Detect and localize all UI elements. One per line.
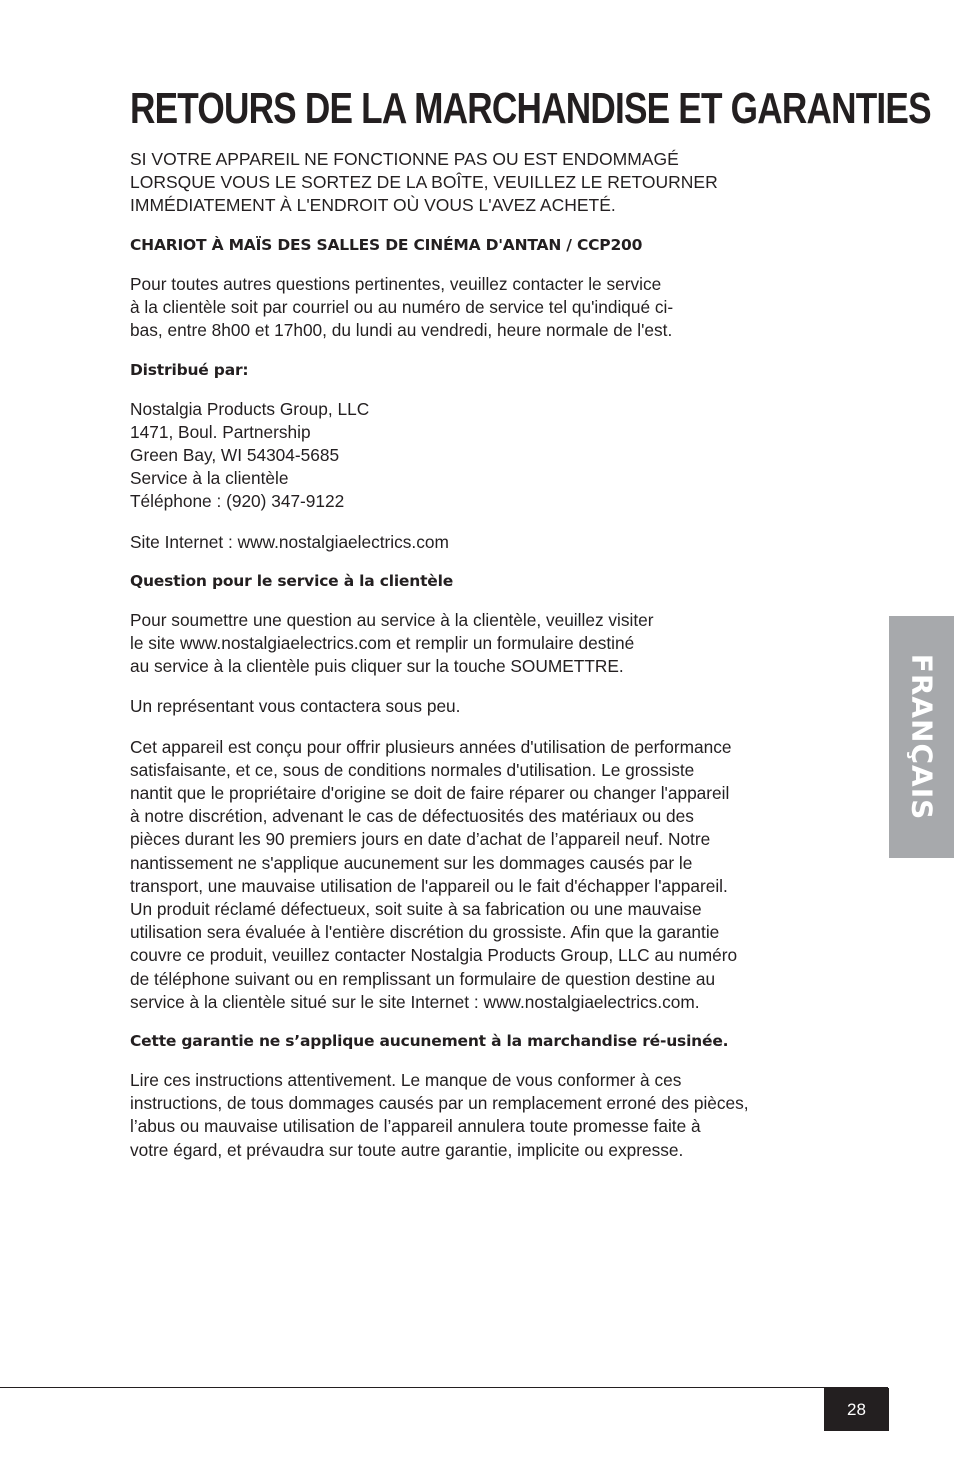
language-tab-label: FRANÇAIS (905, 653, 938, 821)
representative-note: Un représentant vous contactera sous peu. (130, 696, 461, 717)
footer-rule (0, 1387, 888, 1388)
warranty-text: Cet appareil est conçu pour offrir plusieurs années d'utilisation de performance satisfaisante, et ce, sous de conditions normales d'utilisation. Le grossiste nantit que le propriétaire d'origine se doit de faire réparer ou changer l'appareil à notre discrétion, advenant le cas de défectuosités des matériaux ou des pièces durant les 90 premiers jours en date d’achat de l’appareil neuf. Notre nantissement ne s'applique aucunement sur les dommages causés par le transport, une mauvaise utilisation de l'appareil ou le fait d'échapper l'appareil. Un produit réclamé défectueux, soit suite à sa fabrication ou une mauvaise utilisation sera évaluée à l'entière discrétion du grossiste. Afin que la garantie couvre ce produit, veuillez contacter Nostalgia Products Group, LLC au numéro de téléphone suivant ou en remplissant un formulaire de question destine au service à la clientèle situé sur le site Internet : www.nostalgiaelectrics.com. (130, 736, 738, 1012)
damage-warning: SI VOTRE APPAREIL NE FONCTIONNE PAS OU EST ENDOMMAGÉ LORSQUE VOUS LE SORTEZ DE LA BOÎTE, VEUILLEZ LE RETOURNER IMMÉDIATEMENT À L'ENDROIT OÙ VOUS L'AVEZ ACHETÉ. (130, 149, 718, 215)
refurbished-heading: Cette garantie ne s’applique aucunement à la marchandise ré-usinée. (130, 1032, 729, 1051)
question-heading: Question pour le service à la clientèle (130, 571, 454, 590)
language-tab (889, 616, 954, 858)
closing-text: Lire ces instructions attentivement. Le manque de vous conformer à ces instructions, de tous dommages causés par un remplacement erroné des pièces, l’abus ou mauvaise utilisation de l’appareil annulera toute promesse faite à votre égard, et prévaudra sur toute autre garantie, implicite ou expresse. (130, 1070, 749, 1160)
contact-intro: Pour toutes autres questions pertinentes, veuillez contacter le service à la clientèle soit par courriel ou au numéro de service tel qu'indiqué ci- bas, entre 8h00 et 17h00, du lundi au vendredi, heure normale de l'est. (130, 274, 674, 341)
website-line: Site Internet : www.nostalgiaelectrics.com (130, 531, 449, 552)
distributed-heading: Distribué par: (130, 360, 249, 379)
question-text: Pour soumettre une question au service à la clientèle, veuillez visiter le site www.nostalgiaelectrics.com et remplir un formulaire destiné au service à la clientèle puis cliquer sur la touche SOUMETTRE. (130, 609, 654, 677)
page-title: RETOURS DE LA MARCHANDISE ET GARANTIES (130, 84, 931, 133)
product-heading: CHARIOT À MAÏS DES SALLES DE CINÉMA D'ANTAN / CCP200 (130, 236, 643, 254)
page-number: 28 (824, 1388, 889, 1431)
distributor-address: Nostalgia Products Group, LLC 1471, Boul. Partnership Green Bay, WI 54304-5685 Service à la clientèle Téléphone : (920) 347-9122 (130, 398, 370, 512)
